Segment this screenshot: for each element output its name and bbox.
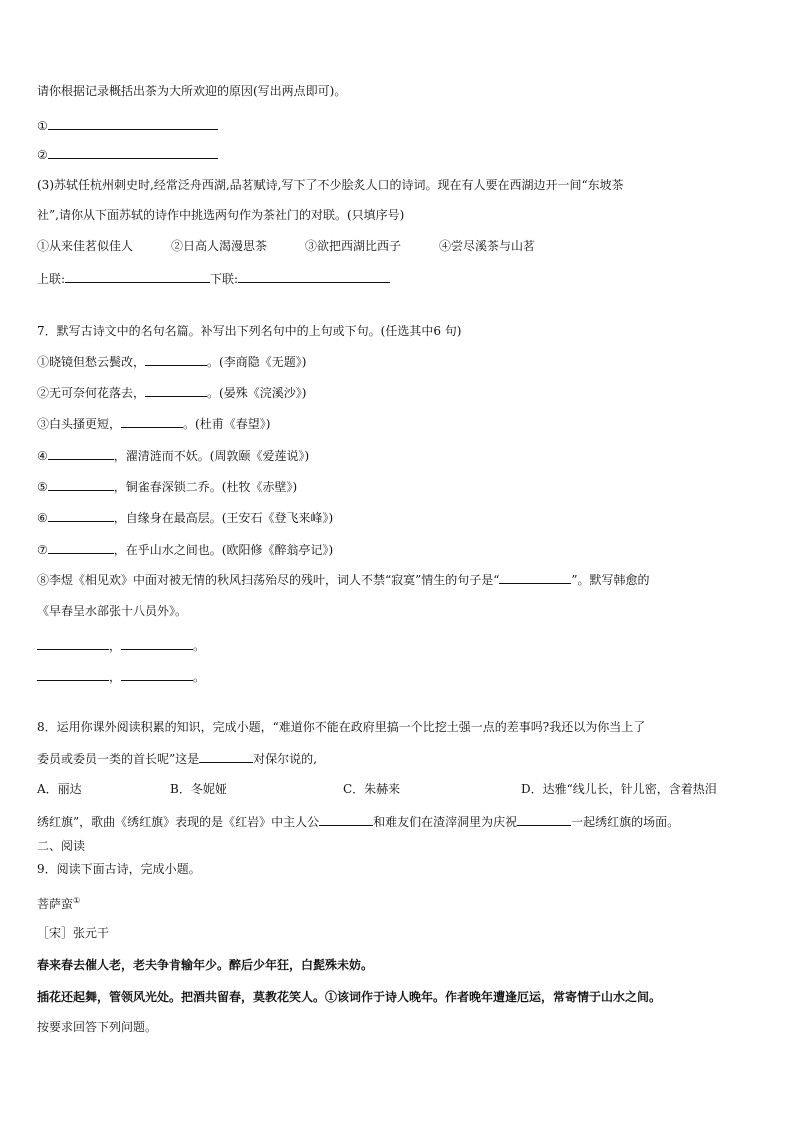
q9-instruction-text: 按要求回答下列问题。 (37, 1020, 158, 1034)
q7-item-1-source: 。(李商隐《无题》) (207, 355, 307, 369)
q8-option-b[interactable]: B．冬妮娅 (170, 782, 227, 796)
section-heading-text: 二、阅读 (37, 839, 86, 853)
q7-item-2-text: ②无可奈何花落去， (37, 386, 146, 400)
q7-blank-12[interactable] (121, 668, 193, 681)
q7-item-1-text: ①晓镜但愁云鬓改， (37, 355, 146, 369)
q6-answer-1 (37, 117, 218, 134)
q7-blank-7[interactable] (48, 541, 114, 554)
q7-item-8 (37, 571, 650, 588)
q7-item-7 (37, 541, 333, 558)
q6-prompt (37, 83, 346, 99)
q8-text-4b: 和难友们在渣滓洞里为庆祝 (373, 815, 518, 829)
poem-line-2 (37, 989, 661, 1005)
q6-part3-text-1: (3)苏轼任杭州刺史时,经常泛舟西湖,品茗赋诗,写下了不少脍炙人口的诗词。现在有人要在西湖边开一间“东坡茶 (37, 178, 624, 192)
q7-blank-4[interactable] (48, 447, 114, 460)
q7-item-4-text: ，濯清涟而不妖。(周敦颐《爱莲说》) (113, 449, 310, 463)
q7-blank-1[interactable] (145, 353, 207, 366)
option-2: ②日高人渴漫思茶 (171, 239, 268, 253)
q7-blank-9[interactable] (37, 637, 109, 650)
couplet-answer (37, 270, 390, 287)
option-3: ③欲把西湖比西子 (305, 239, 402, 253)
q7-item-9 (37, 603, 187, 619)
q7-item-7-marker: ⑦ (37, 543, 48, 557)
answer-marker-1: ① (37, 119, 48, 133)
q8-line-2 (37, 750, 317, 767)
q7-item-5 (37, 478, 297, 495)
q7-item-6-marker: ⑥ (37, 511, 48, 525)
answer-blank-1[interactable] (48, 117, 218, 130)
q7-item-5-text: ，铜雀春深锁二乔。(杜牧《赤壁》) (113, 480, 298, 494)
q7-item-8-cont: ”。默写韩愈的 (571, 573, 650, 587)
period: 。 (193, 639, 206, 653)
q9-instruction (37, 1019, 157, 1035)
answer-marker-2: ② (37, 148, 48, 162)
q7-item-6-text: ，自缘身在最高层。(王安石《登飞来峰》) (113, 511, 334, 525)
q7-blank-8[interactable] (499, 571, 571, 584)
q7-item-3 (37, 415, 270, 432)
q8-text-1: 8．运用你课外阅读积累的知识，完成小题，“难道你不能在政府里搞一个比挖土强一点的差事吗?我还以为你当上了 (37, 720, 646, 734)
q7-blank-10[interactable] (121, 637, 193, 650)
q6-part3-line1 (37, 177, 624, 193)
q7-item-6 (37, 509, 333, 526)
q7-item-2-source: 。(晏殊《浣溪沙》) (207, 386, 307, 400)
comma: ， (109, 670, 122, 684)
period: 。 (193, 670, 206, 684)
q6-answer-2 (37, 146, 218, 163)
q7-blank-3[interactable] (121, 415, 183, 428)
q9-title-text: 9．阅读下面古诗，完成小题。 (37, 862, 201, 876)
q8-text-2b: 对保尔说的, (253, 752, 317, 766)
comma: ， (109, 639, 122, 653)
upper-couplet-label: 上联: (37, 272, 66, 286)
q7-item-4-marker: ④ (37, 449, 48, 463)
q8-blank-1[interactable] (199, 750, 253, 763)
upper-couplet-blank[interactable] (65, 270, 210, 283)
q7-title-text: 7．默写古诗文中的名句名篇。补写出下列名句中的上句或下句。(任选其中6 句) (37, 324, 462, 338)
q7-blank-2[interactable] (145, 384, 207, 397)
q7-blank-11[interactable] (37, 668, 109, 681)
q7-title (37, 323, 461, 339)
poem-title-text: 菩萨蛮 (37, 897, 74, 911)
q7-item-9-text: 《早春呈水部张十八员外》。 (37, 604, 188, 618)
section-heading (37, 838, 85, 854)
q8-line-4 (37, 813, 679, 830)
q7-item-4 (37, 447, 309, 464)
q8-text-4c: 一起绣红旗的场面。 (571, 815, 680, 829)
q8-option-a[interactable]: A．丽达 (37, 782, 82, 796)
q7-blank-6[interactable] (48, 509, 114, 522)
q8-option-c[interactable]: C．朱赫来 (343, 782, 401, 796)
q7-item-2 (37, 384, 306, 401)
q8-options (37, 781, 717, 797)
poem-title (37, 893, 80, 912)
lower-couplet-blank[interactable] (238, 270, 390, 283)
q6-options (37, 238, 535, 254)
option-4: ④尝尽溪茶与山茗 (439, 239, 536, 253)
q9-title (37, 861, 201, 877)
answer-blank-2[interactable] (48, 146, 218, 159)
q7-item-3-text: ③白头搔更短， (37, 417, 122, 431)
q7-answer-row-1 (37, 637, 205, 654)
poem-author (37, 925, 109, 941)
q6-part3-text-2: 社”,请你从下面苏轼的诗作中挑选两句作为茶社门的对联。(只填序号) (37, 208, 405, 222)
q7-answer-row-2 (37, 668, 205, 685)
option-1: ①从来佳茗似佳人 (37, 239, 134, 253)
lower-couplet-label: 下联: (210, 272, 239, 286)
q8-text-2a: 委员或委员一类的首长呢”这是 (37, 752, 200, 766)
q8-option-d[interactable]: D．达雅 (521, 782, 567, 796)
poem-author-text: ［宋］张元干 (37, 926, 110, 940)
q7-item-7-text: ，在乎山水之间也。(欧阳修《醉翁亭记》) (113, 543, 334, 557)
poem-line-1-text: 春来春去催人老，老夫争肯输年少。醉后少年狂，白髭殊未妨。 (37, 958, 374, 972)
q8-blank-2[interactable] (319, 813, 373, 826)
poem-line-2-text: 插花还起舞，管领风光处。把酒共留春，莫教花笑人。①该词作于诗人晚年。作者晚年遭逢厄运，常寄情于山水之间。 (37, 990, 662, 1004)
q7-item-1 (37, 353, 306, 370)
poem-line-1 (37, 957, 373, 973)
footnote-marker: ① (73, 896, 81, 905)
q8-text-4a: 绣红旗”，歌曲《绣红旗》表现的是《红岩》中主人公 (37, 815, 320, 829)
q7-item-5-marker: ⑤ (37, 480, 48, 494)
q8-line-1 (37, 719, 645, 735)
q7-blank-5[interactable] (48, 478, 114, 491)
q6-part3-line2 (37, 207, 404, 223)
q7-item-3-source: 。(杜甫《春望》) (183, 417, 271, 431)
q6-prompt-text: 请你根据记录概括出茶为大所欢迎的原因(写出两点即可)。 (37, 84, 347, 98)
q7-item-8-text: ⑧李煜《相见欢》中面对被无情的秋风扫荡殆尽的残叶，词人不禁“寂寞”情生的句子是“ (37, 573, 500, 587)
q8-blank-3[interactable] (517, 813, 571, 826)
q8-option-d-cont: “线儿长，针儿密，含着热泪 (566, 782, 717, 796)
